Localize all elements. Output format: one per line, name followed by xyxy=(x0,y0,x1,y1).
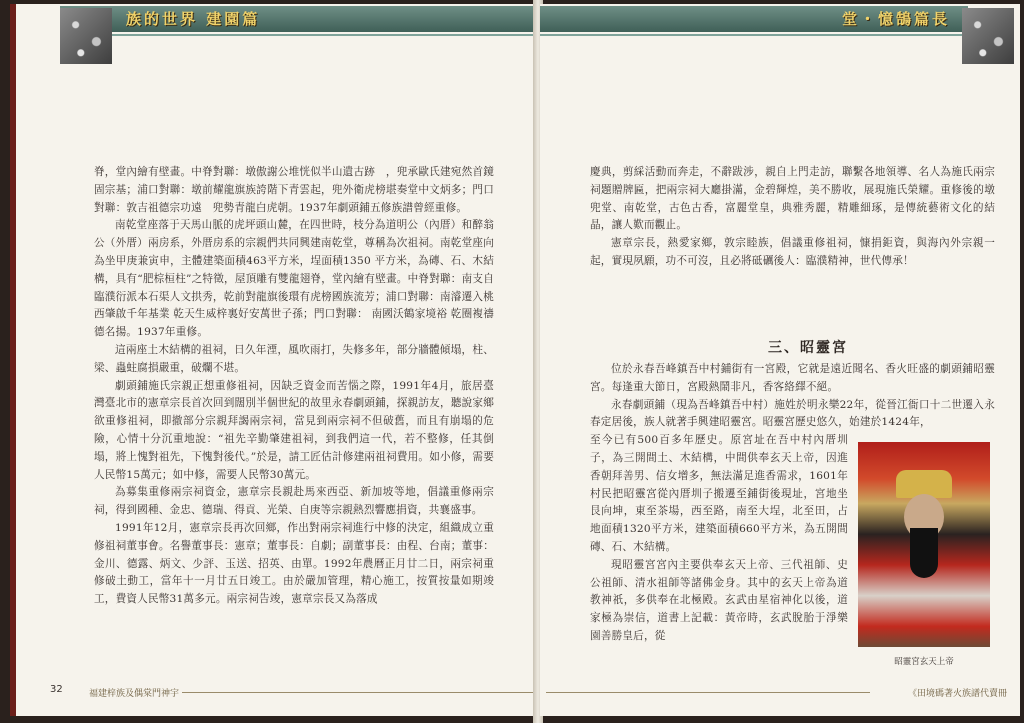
paragraph: 南乾堂座落于天馬山脈的虎坪頭山麓，在四世時，枝分為道明公（內厝）和醉翁公（外厝）兩房系，外厝房系的宗親們共同興建南乾堂，尊稱為次祖祠。南乾堂座向為坐甲庚兼寅申，主體建築面積463平方米，埕面積1350 平方米，為磚、石、木結構，具有“肥棕桓柱”之特徵，屋頂雕有雙龍翅脊，堂內繪有壁畫。中脊對聯：南支自臨濮衍派本石渠人文拱秀，乾前對龍旗後環有虎榜國族流芳；浦口對聯：南濬遷入桃西肇啟千年基業 乾天生威梓裏好安萬世子孫；門口對聯： 南國沃鶴家境裕 乾圈複禱德名揚。1937年重修。 xyxy=(94,219,494,339)
paragraph: 為募集重修兩宗祠資金，憲章宗長親赴馬來西亞、新加坡等地，倡議重修兩宗祠，得到國種、金忠、德瑞、得貢、光榮、自庚等宗親熱烈響應捐資，共襄盛事。 xyxy=(94,486,494,517)
paragraph: 現昭靈宮宮內主要供奉玄天上帝、三代祖師、史公祖師、清水祖師等諸佛金身。其中的玄天上帝為道教神祇，多供奉在北極殿。玄武由星宿神化以後，道家極為崇信，道書上記載：黃帝時，玄武脫胎于淨樂園善勝皇后，從 xyxy=(590,558,848,642)
paragraph: 劇頭鋪施氏宗親正想重修祖祠，因缺乏資金而苦惱之際，1991年4月，旅居臺灣臺北市的憲章宗長首次回到闊別半個世紀的故里永春劇頭鋪，探親訪友，聽說家鄉欲重修祖祠，即撤部分宗親拜謁兩宗祠，當見到兩宗祠不但破舊，而且有崩塌的危險，心情十分沉重地說：“祖先辛勤肇建祖祠，到我們這一代，若不整修，任其倒塌，將上愧對祖先，下愧對後代。”於是，請工匠估計修建兩祖祠費用。如小修，需要人民幣15萬元；如中修，需要人民幣30萬元。 xyxy=(94,379,494,481)
right-narrow-text xyxy=(590,432,848,646)
paragraph: 1991年12月，憲章宗長再次回鄉，作出對兩宗祠進行中修的決定，組織成立重修祖祠董事會。名譽董事長：憲章；董事長：自劇；副董事長：由程、台南；董事：金川、德露、炳文、少評、玉送、招英、由單。1992年農曆正月廿二日，兩宗祠重修破土動工，當年十一月廿五日竣工。由於嚴加管理，精心施工，按質按量如期竣工，費資人民幣31萬多元。兩宗祠告竣，憲章宗長又為落成 xyxy=(94,521,494,606)
left-header-stripe xyxy=(60,34,542,36)
right-footer-text: 《田境碼著火族譜代賣冊 xyxy=(905,686,1010,699)
left-header-title: 族的世界 建園篇 xyxy=(126,10,261,28)
right-full-width-text xyxy=(590,361,995,432)
right-header-title: 堂・憶鵠篇長 xyxy=(841,10,950,28)
paragraph: 慶典，剪綵活動而奔走，不辭跋涉，親自上門走訪，聯繫各地領導、名人為施氏兩宗祠題贈牌匾，把兩宗祠大廳掛滿，金碧輝煌，美不勝收，展現施氏榮耀。重修後的墩兜堂、南乾堂，古色古香，富麗堂皇，典雅秀麗，精雕細琢，是傳統藝術文化的結晶，讓人歎而觀止。 xyxy=(590,166,995,232)
photo-caption: 昭靈宮玄天上帝 xyxy=(894,657,954,667)
deity-photo xyxy=(858,442,990,647)
paragraph: 位於永春吾峰鎮吾中村鋪街有一宮殿，它就是遠近聞名、香火旺盛的劇頭鋪昭靈宮。每逢重大節日，宮殿熱鬧非凡，香客絡繹不絕。 xyxy=(590,363,995,393)
paragraph: 永春劇頭鋪（現為吾峰鎮吾中村）施姓於明永樂22年，從晉江衙口十二世遷入永春定居後，族人就著手興建昭靈宮。昭靈宮歷史悠久，始建於1424年， xyxy=(590,398,995,429)
section-title: 三、昭靈宮 xyxy=(768,340,848,356)
right-footer-line xyxy=(546,692,870,693)
page-number: 32 xyxy=(50,684,63,695)
left-footer-text: 福建梓族及偶棠門神宇 xyxy=(86,686,182,699)
left-body-text xyxy=(94,164,494,609)
right-top-text xyxy=(590,164,995,271)
left-footer-line xyxy=(146,692,534,693)
paragraph: 至今已有500百多年歷史。原宮址在吾中村內厝圳子，為三開間土、木結構，中間供奉玄天上帝，因進香朝拜善男、信女增多，無法滿足進香需求，1601年村民把昭靈宮從內厝圳子搬遷至鋪街後現址，宮地坐艮向坤，東至茶場，西至路，南至大埕，北至田，占地面積1320平方米，建築面積660平方米，為五開間磚、石、木結構。 xyxy=(590,434,848,553)
right-page xyxy=(540,4,1020,716)
paragraph: 憲章宗長，熱愛家鄉，敦宗睦族，倡議重修祖祠，慷捐鉅資，與海內外宗親一起，實現夙願，功不可沒，且必將砥礪後人：臨濮精神，世代傳承！ xyxy=(590,237,995,267)
deity-beard xyxy=(910,528,938,578)
right-corner-ornament xyxy=(962,8,1014,64)
left-page xyxy=(10,4,542,716)
right-header-stripe xyxy=(540,34,1014,36)
paragraph: 脊，堂內繪有壁畫。中脊對聯：墩傲謝公堆恍似半山遺古跡 ，兜承歐氏建宛然首鏡固宗基；浦口對聯：墩前耀龍旗族誇階下青雲起，兜外衛虎榜堪奏堂中文炳多；門口對聯：敦吉祖德宗功遠 兜勢青龍白虎朝。1937年劇頭鋪五修族譜曾經重修。 xyxy=(94,166,494,214)
paragraph: 這兩座土木結構的祖祠，日久年湮，風吹雨打，失修多年，部分牆體傾塌，柱、梁、蟲蛀腐損嚴重，破爛不堪。 xyxy=(94,343,494,374)
left-corner-ornament xyxy=(60,8,112,64)
